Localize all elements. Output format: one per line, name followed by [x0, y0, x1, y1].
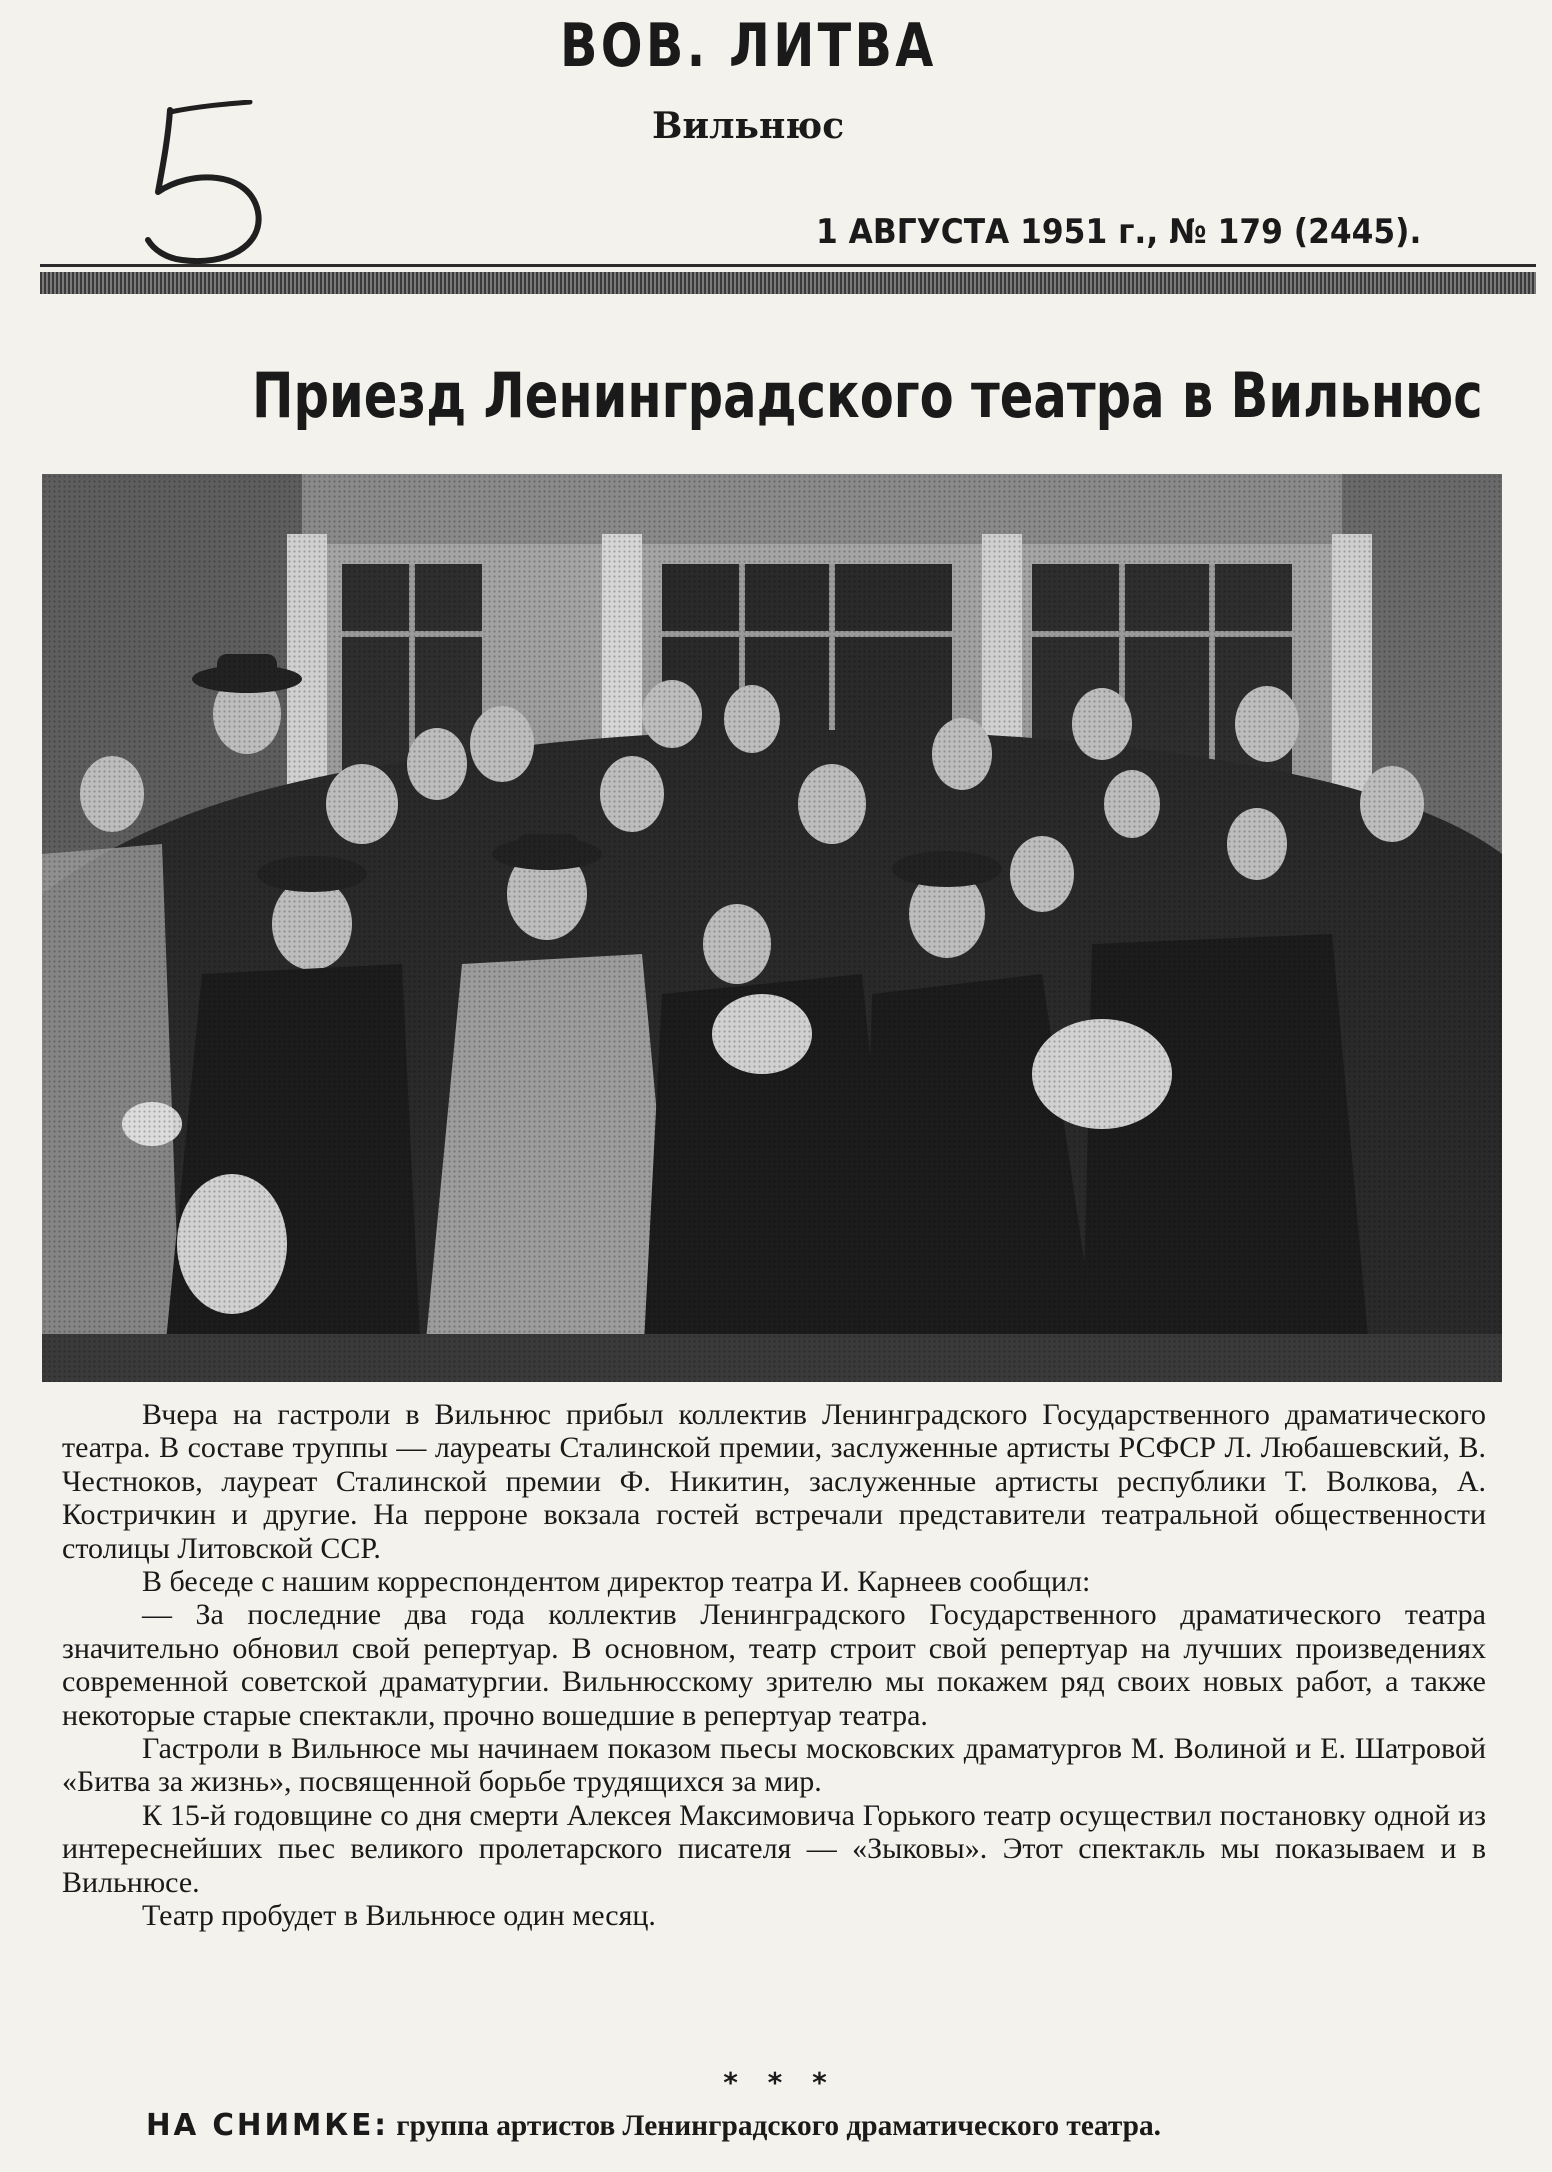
article-paragraph: — За последние два года коллектив Ленинградского Государственного драматического театра значительно обновил свой репертуар. В основном, театр строит свой репертуар на лучших произведениях современной советской драматургии. Вильнюсскому зрителю мы покажем ряд своих новых работ, а также некоторые старые спектакли, прочно вошедшие в репертуар театра. [62, 1598, 1486, 1732]
article-headline: Приезд Ленинградского театра в Вильнюс [252, 359, 1483, 432]
caption-text: группа артистов Ленинградского драматического театра. [396, 2109, 1162, 2142]
newspaper-city: Вильнюс [652, 105, 845, 147]
caption-lead: НА СНИМКЕ: [146, 2108, 389, 2143]
article-paragraph: Вчера на гастроли в Вильнюс прибыл коллектив Ленинградского Государственного драматического театра. В составе труппы — лауреаты Сталинской премии, заслуженные артисты РСФСР Л. Любашевский, В. Честноков, лауреат Сталинской премии Ф. Никитин, заслуженные артисты республики Т. Волкова, А. Костричкин и другие. На перроне вокзала гостей встречали представители театральной общественности столицы Литовской ССР. [62, 1398, 1486, 1565]
article-paragraph: К 15-й годовщине со дня смерти Алексея Максимовича Горького театр осуществил постановку одной из интереснейших пьес великого пролетарского писателя — «Зыковы». Этот спектакль мы показываем и в Вильнюсе. [62, 1798, 1486, 1899]
masthead-rule [40, 264, 1536, 267]
issue-date-number: 1 АВГУСТА 1951 г., № 179 (2445). [816, 212, 1422, 252]
article-body [62, 1398, 1486, 1933]
photo-caption [146, 2106, 1161, 2146]
masthead-rule-band [40, 272, 1536, 294]
article-paragraph: Театр пробудет в Вильнюсе один месяц. [142, 1899, 656, 1933]
group-photo [42, 474, 1502, 1382]
article-paragraph: Гастроли в Вильнюсе мы начинаем показом пьесы московских драматургов М. Волиной и Е. Шатровой «Битва за жизнь», посвященной борьбе трудящихся за мир. [62, 1732, 1486, 1799]
article-paragraph: В беседе с нашим корреспондентом директор театра И. Карнеев сообщил: [142, 1565, 1091, 1599]
newspaper-title: ВОВ. ЛИТВА [560, 11, 937, 81]
section-separator: * * * [723, 2066, 837, 2099]
group-photo-image [42, 474, 1502, 1382]
handwritten-number-mark [130, 100, 280, 270]
